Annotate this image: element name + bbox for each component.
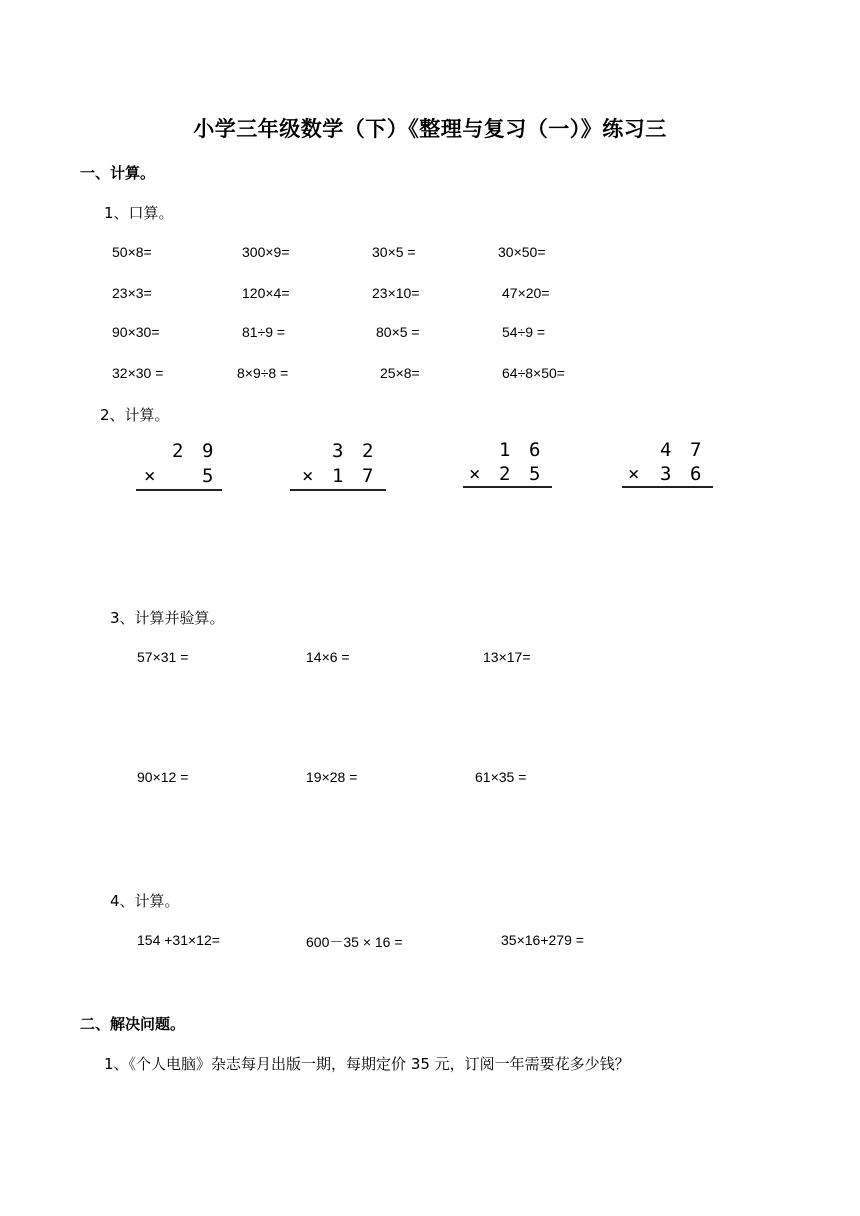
multiply-sign: ×: [144, 465, 156, 487]
bottom-digit: 2: [499, 463, 511, 485]
bottom-digit: 5: [202, 465, 214, 487]
vertical-multiplication: [622, 437, 722, 497]
verify-item: 13×17=: [483, 649, 531, 665]
answer-line: [463, 486, 552, 488]
mixed-item: 600－35 × 16 =: [306, 934, 403, 950]
oral-item: 80×5 =: [376, 324, 420, 340]
section-2-heading: 二、解决问题。: [80, 1015, 186, 1033]
verify-item: 57×31 =: [137, 649, 189, 665]
top-digit: 7: [690, 439, 702, 461]
bottom-digit: 7: [362, 465, 374, 487]
oral-item: 30×50=: [498, 244, 546, 260]
top-digit: 9: [202, 440, 214, 462]
oral-item: 54÷9 =: [502, 324, 546, 340]
oral-item: 32×30 =: [112, 365, 164, 381]
oral-item: 30×5 =: [372, 244, 416, 260]
bottom-digit: 1: [332, 465, 344, 487]
bottom-digit: 6: [690, 463, 702, 485]
oral-item: 90×30=: [112, 324, 160, 340]
mixed-item: 154 +31×12=: [137, 932, 220, 948]
top-digit: 1: [499, 439, 511, 461]
vertical-multiplication: [136, 438, 236, 498]
section-1-heading: 一、计算。: [80, 164, 156, 182]
oral-item: 23×3=: [112, 285, 152, 301]
vertical-multiplication: [290, 438, 390, 498]
part-3-label: 3、计算并验算。: [110, 609, 225, 627]
bottom-digit: 3: [660, 463, 672, 485]
verify-item: 90×12 =: [137, 769, 189, 785]
oral-item: 23×10=: [372, 285, 420, 301]
part-1-label: 1、口算。: [104, 204, 174, 222]
multiply-sign: ×: [628, 463, 640, 485]
page-title: 小学三年级数学（下）《整理与复习（一）》练习三: [193, 117, 667, 141]
top-digit: 2: [362, 440, 374, 462]
answer-line: [136, 489, 222, 491]
part-4-label: 4、计算。: [110, 892, 180, 910]
oral-item: 64÷8×50=: [502, 365, 565, 381]
answer-line: [290, 489, 386, 491]
word-problem: 1、《个人电脑》杂志每月出版一期，每期定价 35 元，订阅一年需要花多少钱？: [104, 1055, 630, 1073]
top-digit: 4: [660, 439, 672, 461]
vertical-multiplication: [463, 437, 563, 497]
top-digit: 2: [172, 440, 184, 462]
oral-item: 50×8=: [112, 244, 152, 260]
oral-item: 300×9=: [242, 244, 290, 260]
oral-item: 120×4=: [242, 285, 290, 301]
mixed-item: 35×16+279 =: [501, 932, 584, 948]
top-digit: 6: [529, 439, 541, 461]
verify-item: 14×6 =: [306, 649, 350, 665]
bottom-digit: 5: [529, 463, 541, 485]
answer-line: [622, 486, 713, 488]
multiply-sign: ×: [469, 463, 481, 485]
verify-item: 61×35 =: [475, 769, 527, 785]
oral-item: 47×20=: [502, 285, 550, 301]
oral-item: 81÷9 =: [242, 324, 286, 340]
oral-item: 8×9÷8 =: [237, 365, 289, 381]
verify-item: 19×28 =: [306, 769, 358, 785]
multiply-sign: ×: [302, 465, 314, 487]
top-digit: 3: [332, 440, 344, 462]
part-2-label: 2、计算。: [100, 406, 170, 424]
oral-item: 25×8=: [380, 365, 420, 381]
